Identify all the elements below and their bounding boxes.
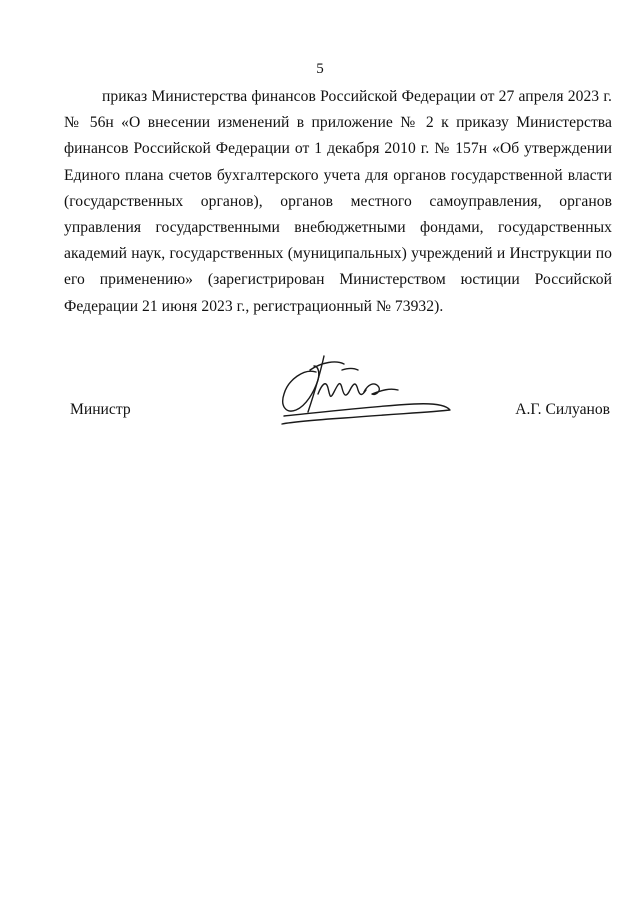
- signature-block: [64, 340, 612, 440]
- signer-position: Министр: [70, 401, 131, 418]
- handwritten-signature-icon: [264, 340, 474, 440]
- body-paragraph: приказ Министерства финансов Российской Федерации от 27 апреля 2023 г. № 56н «О внесении изменений в приложение № 2 к приказу Министерства финансов Российской Федерации от 1 декабря 2010 г. № 157н «Об утверждении Единого плана счетов бухгалтерского учета для органов государственной власти (государственных органов), органов местного самоуправления, органов управления государственными внебюджетными фондами, государственных академий наук, государственных (муниципальных) учреждений и Инструкции по его применению» (зарегистрирован Министерством юстиции Российской Федерации 21 июня 2023 г., регистрационный № 73932).: [64, 88, 612, 315]
- signer-name: А.Г. Силуанов: [515, 401, 610, 418]
- page-number: 5: [316, 61, 324, 77]
